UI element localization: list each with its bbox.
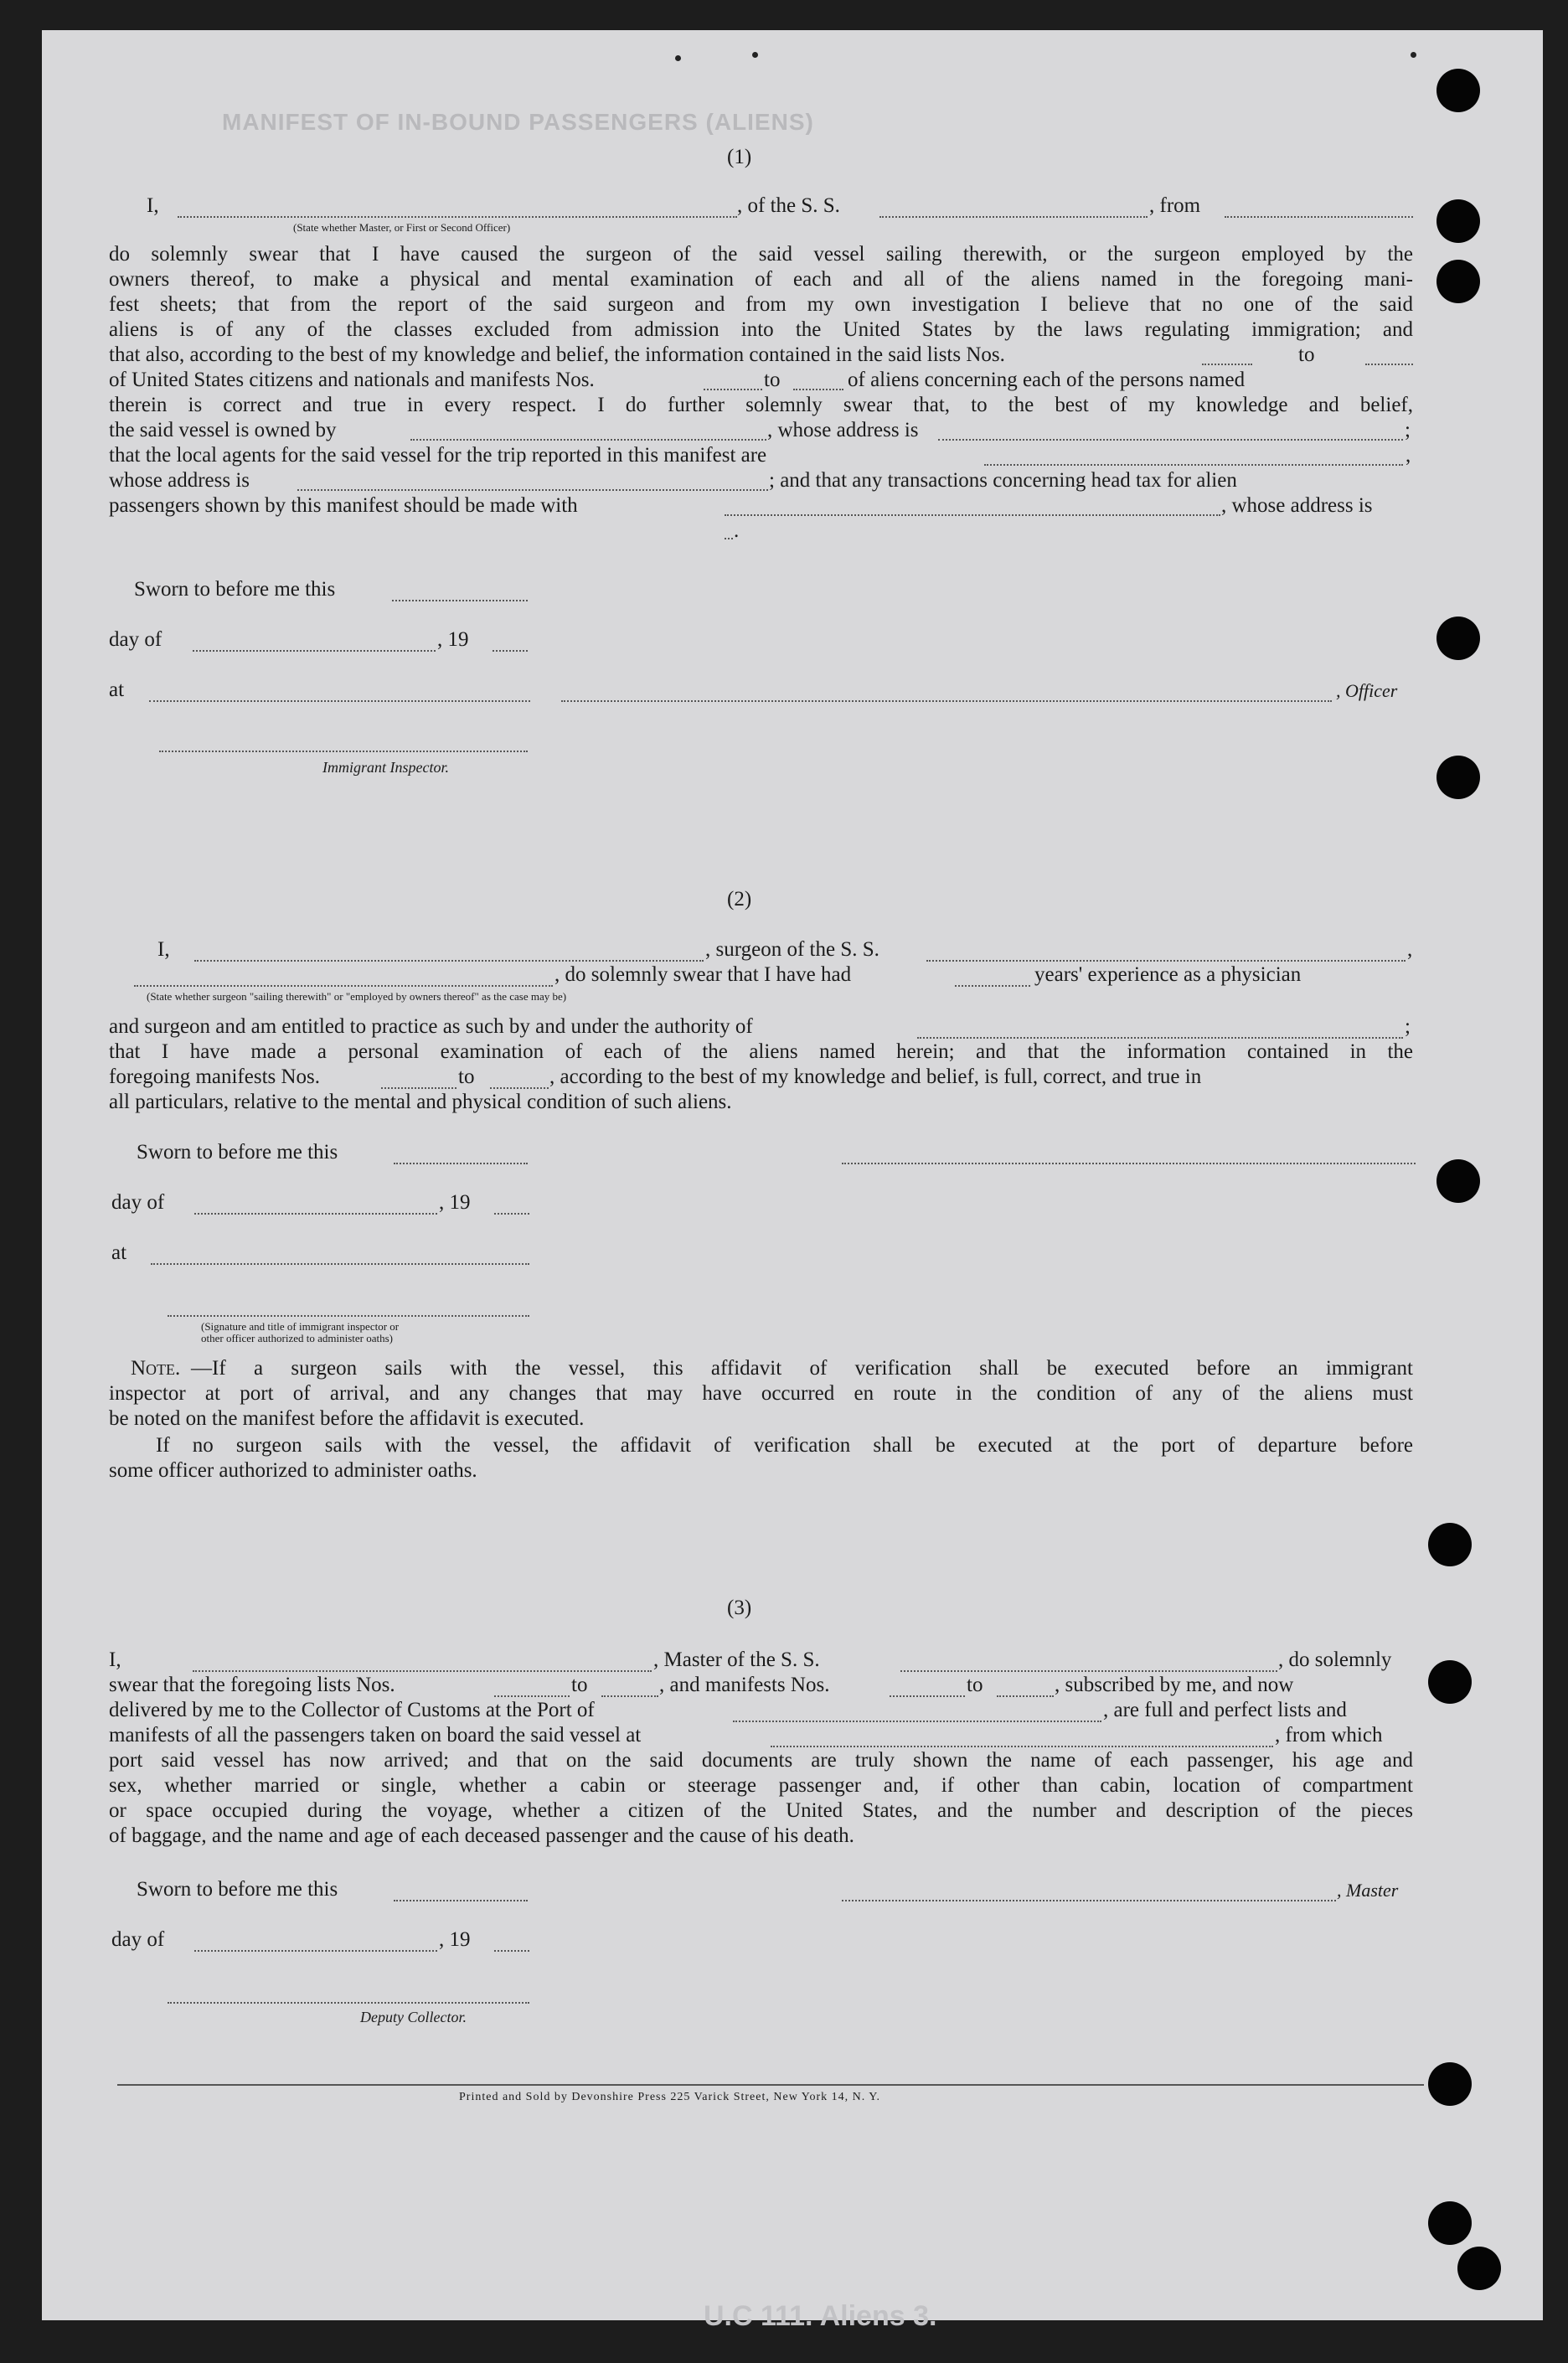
- s3-para-line: sex, whether married or single, whether a cabin or steerage passenger and, if other than cabin, location of compartment: [109, 1774, 1413, 1797]
- s1-owned-by-label: the said vessel is owned by: [109, 419, 337, 441]
- s1-agent-address-field[interactable]: [297, 489, 768, 491]
- s2-signature-caption: other officer authorized to administer oaths): [201, 1332, 393, 1344]
- s2-note-label: [131, 1357, 180, 1380]
- section-2-number: (2): [727, 888, 752, 911]
- s2-signature-caption: (Signature and title of immigrant inspector or: [201, 1320, 400, 1333]
- bleedthrough-footer: U.C 111. Aliens 3.: [704, 2300, 937, 2332]
- s1-period: .: [734, 519, 740, 542]
- bleedthrough-header: MANIFEST OF IN-BOUND PASSENGERS (ALIENS): [222, 109, 814, 135]
- s1-sworn-label: Sworn to before me this: [134, 578, 336, 601]
- speck-mark: [675, 55, 681, 61]
- s1-comma: ,: [1406, 444, 1411, 467]
- s3-collector-signature-field[interactable]: [168, 2002, 529, 2004]
- s1-agent-address-label: whose address is: [109, 469, 250, 492]
- s3-month-field[interactable]: [194, 1950, 437, 1952]
- s3-swear-text: , do solemnly: [1278, 1648, 1392, 1671]
- s2-experience-text: years' experience as a physician: [1034, 963, 1302, 986]
- speck-mark: [752, 52, 758, 58]
- s2-year-label: , 19: [439, 1191, 471, 1214]
- s3-master-signature-field[interactable]: [842, 1900, 1336, 1901]
- punch-hole: [1428, 2062, 1472, 2106]
- s2-surgeon-label: , surgeon of the S. S.: [705, 938, 879, 961]
- s2-inspector-signature-field[interactable]: [168, 1315, 529, 1317]
- s1-manifests-to-field[interactable]: [793, 389, 843, 390]
- s3-para-line: port said vessel has now arrived; and that on the said documents are truly shown the name of each passenger, his age and: [109, 1749, 1413, 1772]
- s2-surgeon-status-field[interactable]: [134, 985, 553, 987]
- s1-lists-text: that also, according to the best of my knowledge and belief, the information contained in the said lists Nos.: [109, 343, 1005, 366]
- footer-rule: [117, 2084, 1424, 2086]
- punch-hole: [1428, 1523, 1472, 1566]
- s1-officer-label: , Officer: [1336, 680, 1398, 701]
- s2-vessel-field[interactable]: [926, 960, 1406, 962]
- s3-from-which-text: , from which: [1275, 1724, 1383, 1746]
- punch-hole: [1436, 617, 1480, 660]
- s2-semicolon: ;: [1405, 1015, 1411, 1038]
- s2-at-label: at: [111, 1241, 127, 1264]
- s2-authority-text: and surgeon and am entitled to practice as such by and under the authority of: [109, 1015, 753, 1038]
- s1-year-field[interactable]: [493, 650, 528, 652]
- s1-lists-to-label: to: [1298, 343, 1315, 366]
- s2-at-field[interactable]: [151, 1263, 529, 1265]
- s3-collector-text: delivered by me to the Collector of Customs at the Port of: [109, 1699, 595, 1721]
- s1-year-label: , 19: [437, 628, 469, 651]
- s2-authority-field[interactable]: [917, 1037, 1403, 1039]
- s3-day-of-label: day of: [111, 1928, 165, 1951]
- s2-sworn-day-field[interactable]: [394, 1163, 528, 1164]
- s1-sworn-day-field[interactable]: [392, 600, 528, 601]
- s2-surgeon-signature-field[interactable]: [842, 1163, 1416, 1164]
- punch-hole: [1436, 1159, 1480, 1203]
- s1-head-tax-text: ; and that any transactions concerning head tax for alien: [769, 469, 1237, 492]
- s1-inspector-caption: Immigrant Inspector.: [322, 759, 449, 776]
- s1-para-line: therein is correct and true in every respect. I do further solemnly swear that, to the best of my knowledge and belief,: [109, 394, 1413, 416]
- s2-surgeon-name-field[interactable]: [194, 960, 704, 962]
- s1-owner-field[interactable]: [410, 439, 766, 441]
- s3-port-field[interactable]: [733, 1721, 1101, 1722]
- s1-tax-contact-field[interactable]: [725, 514, 1220, 516]
- s1-lists-to-field[interactable]: [1365, 364, 1413, 365]
- s2-years-field[interactable]: [955, 985, 1030, 987]
- s1-at-label: at: [109, 678, 125, 701]
- s1-day-of-label: day of: [109, 628, 162, 651]
- s2-note-line: some officer authorized to administer oaths.: [109, 1459, 477, 1482]
- punch-hole: [1428, 2201, 1472, 2245]
- s2-day-of-label: day of: [111, 1191, 165, 1214]
- s1-inspector-signature-field[interactable]: [159, 751, 528, 752]
- s2-para-line: that I have made a personal examination of each of the aliens named herein; and that the information contained in the: [109, 1040, 1413, 1063]
- s1-at-field[interactable]: [149, 700, 530, 702]
- s2-para-line: all particulars, relative to the mental and physical condition of such aliens.: [109, 1091, 732, 1113]
- s3-master-label-sig: , Master: [1337, 1880, 1399, 1901]
- s1-para-line: fest sheets; that from the report of the said surgeon and from my own investigation I believe that no one of the said: [109, 293, 1413, 316]
- s2-swear-text: , do solemnly swear that I have had: [554, 963, 852, 986]
- punch-hole: [1436, 69, 1480, 112]
- s1-lists-from-field[interactable]: [1202, 364, 1252, 365]
- s2-note-word: Note.: [131, 1357, 181, 1380]
- s1-officer-name-field[interactable]: [178, 216, 737, 218]
- s3-vessel-field[interactable]: [900, 1670, 1277, 1672]
- s1-from-field[interactable]: [1225, 216, 1413, 218]
- s1-para-line: owners thereof, to make a physical and mental examination of each and all of the aliens named in the foregoing mani-: [109, 268, 1413, 291]
- punch-hole: [1457, 2247, 1501, 2290]
- s2-manifests-to-label: to: [458, 1065, 475, 1088]
- s3-lists-perfect-text: , are full and perfect lists and: [1103, 1699, 1347, 1721]
- s3-sworn-day-field[interactable]: [394, 1900, 528, 1901]
- s1-contact-address-label: , whose address is: [1221, 494, 1373, 517]
- s3-master-name-field[interactable]: [193, 1670, 652, 1672]
- s1-passengers-text: passengers shown by this manifest should be made with: [109, 494, 578, 517]
- punch-hole: [1436, 199, 1480, 243]
- s3-manifests-to-field[interactable]: [997, 1695, 1054, 1697]
- s3-boarded-text: manifests of all the passengers taken on board the said vessel at: [109, 1724, 642, 1746]
- s2-note-line: be noted on the manifest before the affidavit is executed.: [109, 1407, 585, 1430]
- s1-month-field[interactable]: [193, 650, 436, 652]
- s1-local-agents-field[interactable]: [984, 464, 1403, 466]
- s1-local-agents-text: that the local agents for the said vessel for the trip reported in this manifest are: [109, 444, 767, 467]
- s2-surgeon-note: (State whether surgeon "sailing therewith" or "employed by owners thereof" as the case may be): [147, 990, 567, 1003]
- s2-manifests-from-field[interactable]: [381, 1087, 456, 1089]
- s1-i-label: I,: [147, 194, 159, 217]
- form-page: [42, 30, 1543, 2332]
- s1-officer-note: (State whether Master, or First or Second Officer): [293, 221, 511, 234]
- printer-imprint: Printed and Sold by Devonshire Press 225 Varick Street, New York 14, N. Y.: [459, 2091, 881, 2103]
- s3-lists-from-field[interactable]: [494, 1695, 570, 1697]
- s2-belief-text: , according to the best of my knowledge and belief, is full, correct, and true in: [549, 1065, 1202, 1088]
- s1-owner-address-label: , whose address is: [767, 419, 919, 441]
- s3-year-field[interactable]: [494, 1950, 529, 1952]
- s1-para-line: aliens is of any of the classes excluded from admission into the United States by the laws regulating immigration; and: [109, 318, 1413, 341]
- s1-manifests-text: of United States citizens and nationals and manifests Nos.: [109, 369, 595, 391]
- punch-hole: [1436, 260, 1480, 303]
- s1-from-label: , from: [1149, 194, 1201, 217]
- s1-contact-address-line[interactable]: [725, 538, 733, 539]
- s2-manifests-to-field[interactable]: [490, 1087, 549, 1089]
- s3-manifests-to-label: to: [967, 1674, 983, 1696]
- s3-manifests-from-field[interactable]: [890, 1695, 965, 1697]
- punch-hole: [1428, 1660, 1472, 1704]
- s3-collector-caption: Deputy Collector.: [360, 2009, 467, 2025]
- s2-year-field[interactable]: [494, 1213, 529, 1215]
- s3-para-line: or space occupied during the voyage, whether a citizen of the United States, and the number and description of the pieces: [109, 1799, 1413, 1822]
- s1-owner-address-field[interactable]: [938, 439, 1403, 441]
- s1-semicolon: ;: [1405, 419, 1411, 441]
- s2-manifests-text: foregoing manifests Nos.: [109, 1065, 321, 1088]
- s1-vessel-field[interactable]: [879, 216, 1148, 218]
- s2-i-label: I,: [157, 938, 170, 961]
- punch-hole: [1436, 756, 1480, 799]
- s1-officer-signature-field[interactable]: [561, 700, 1332, 702]
- s2-note-line: inspector at port of arrival, and any changes that may have occurred en route in the condition of any of the aliens must: [109, 1382, 1413, 1405]
- s3-sworn-label: Sworn to before me this: [137, 1878, 338, 1901]
- s3-master-label: , Master of the S. S.: [653, 1648, 820, 1671]
- s1-para-line: do solemnly swear that I have caused the surgeon of the said vessel sailing therewith, or the surgeon employed by the: [109, 243, 1413, 266]
- section-1-number: (1): [727, 146, 752, 168]
- s2-month-field[interactable]: [194, 1213, 437, 1215]
- s3-manifests-text: , and manifests Nos.: [659, 1674, 830, 1696]
- s2-note-line: If no surgeon sails with the vessel, the affidavit of verification shall be executed at the port of departure before: [156, 1434, 1413, 1457]
- s3-lists-to-label: to: [571, 1674, 588, 1696]
- s3-lists-text: swear that the foregoing lists Nos.: [109, 1674, 395, 1696]
- s3-subscribed-text: , subscribed by me, and now: [1055, 1674, 1294, 1696]
- speck-mark: [1411, 52, 1416, 58]
- s2-note-line: —If a surgeon sails with the vessel, this affidavit of verification shall be executed before an immigrant: [191, 1357, 1413, 1380]
- s1-of-ss-label: , of the S. S.: [737, 194, 840, 217]
- s1-manifests-to-label: to: [764, 369, 781, 391]
- s3-boarding-port-field[interactable]: [771, 1746, 1273, 1747]
- s3-i-label: I,: [109, 1648, 121, 1671]
- s3-para-line: of baggage, and the name and age of each deceased passenger and the cause of his death.: [109, 1824, 854, 1847]
- s3-year-label: , 19: [439, 1928, 471, 1951]
- section-3-number: (3): [727, 1597, 752, 1619]
- s1-manifests-from-field[interactable]: [704, 389, 762, 390]
- s1-aliens-text: of aliens concerning each of the persons named: [848, 369, 1246, 391]
- s3-lists-to-field[interactable]: [601, 1695, 658, 1697]
- s2-sworn-label: Sworn to before me this: [137, 1141, 338, 1163]
- s2-comma: ,: [1407, 938, 1413, 961]
